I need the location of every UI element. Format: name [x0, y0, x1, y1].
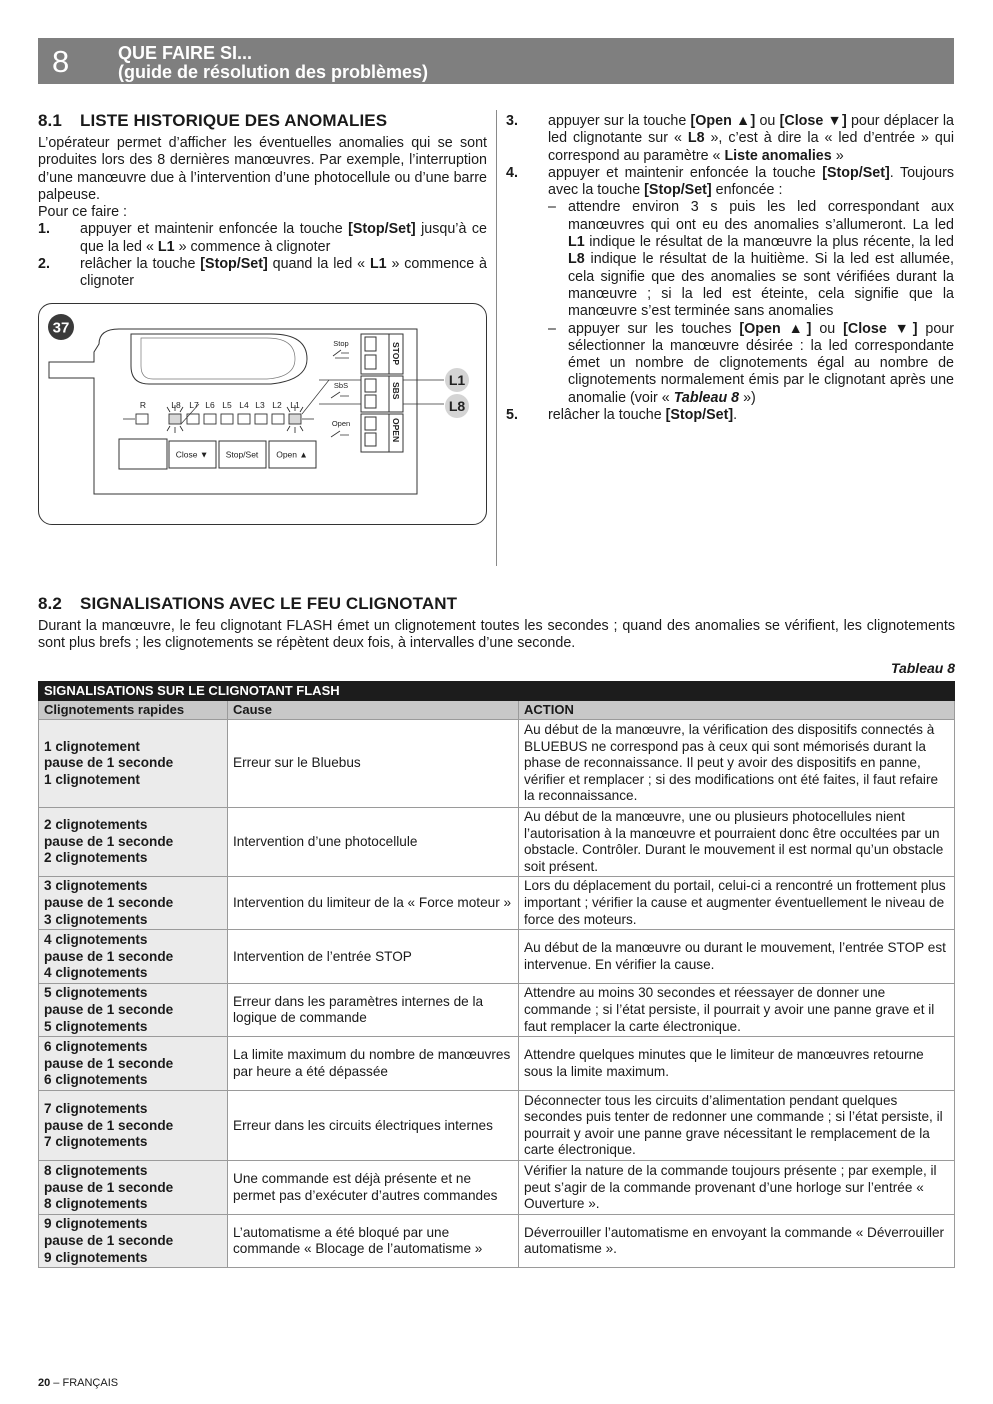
action-cell: Au début de la manœuvre, une ou plusieurs photocellules nient l’autorisation à la manœuvre et pourraient donc être occultées par un obstacle. Contrôler. Durant le mouvement il est normal qu’un obstacle soit présent.	[519, 808, 955, 877]
key-label: [Open ▲]	[739, 320, 812, 337]
cause-cell: Intervention du limiteur de la « Force moteur »	[228, 877, 519, 930]
cause-cell: Erreur dans les circuits électriques internes	[228, 1091, 519, 1161]
blink-pattern-line: 7 clignotements	[44, 1134, 148, 1150]
param-label: Liste anomalies	[724, 147, 832, 164]
led-label: L1	[157, 238, 175, 255]
step-number: 4.	[506, 164, 518, 181]
chapter-title	[118, 44, 428, 82]
action-cell: Lors du déplacement du portail, celui-ci a rencontré un frottement plus important ; vérifier la cause et augmenter éventuellement le niveau de force des moteurs.	[519, 877, 955, 930]
cause-cell: L’automatisme a été bloqué par une commande « Blocage de l’automatisme »	[228, 1215, 519, 1268]
blink-pattern-cell	[39, 1091, 228, 1161]
figure-37	[38, 303, 487, 525]
led-l6	[204, 414, 216, 424]
table-title: SIGNALISATIONS SUR LE CLIGNOTANT FLASH	[39, 682, 955, 701]
intro-paragraph: L’opérateur permet d’afficher les éventuelles anomalies qui se sont produites lors des 8 dernières manœuvres. Par exemple, l’interruption d’une manœuvre due à l’intervention d’une photocellule ou d’une barre palpeuse.	[38, 135, 487, 203]
step-text: » commence à clignoter	[174, 238, 331, 255]
close-button-label: Close ▼	[175, 449, 209, 460]
page-footer	[38, 1377, 118, 1389]
open-button-label: Open ▲	[276, 449, 308, 460]
column-header-action: ACTION	[519, 701, 955, 720]
led-label-l1: L1	[290, 400, 300, 410]
step-text: », c’est à dire la « led d’entrée » qui correspond au paramètre «	[548, 130, 954, 164]
cover-inner	[141, 338, 295, 379]
chapter-title-line2: (guide de résolution des problèmes)	[118, 62, 429, 82]
terminal-block-sbs: SBS	[391, 382, 401, 400]
step-number: 3.	[506, 113, 518, 129]
led-label-l4: L4	[239, 400, 249, 410]
key-label: [Open ▲]	[690, 113, 756, 129]
step-4-sub-2: – appuyer sur les touches [Open ▲] ou [Close ▼] pour sélectionner la manœuvre désirée : la led correspondante émet un nombre de clignotements égal au nombre de clignotements normalement émis par le clignotant après une anomalie (voir « Tableau 8 »)	[548, 320, 955, 406]
key-label: [Stop/Set]	[822, 164, 890, 181]
table-row	[39, 808, 955, 877]
blink-pattern-cell	[39, 984, 228, 1037]
blank-button	[119, 439, 167, 469]
step-text: »	[831, 147, 844, 164]
led-l2	[272, 414, 284, 424]
action-cell: Vérifier la nature de la commande toujours présente ; par exemple, il peut s’agir de la commande provenant d’une horloge sur l’entrée « Ouverture ».	[519, 1161, 955, 1215]
section-8-1-heading	[38, 111, 387, 131]
step-text: appuyer sur la touche	[548, 113, 691, 129]
blink-pattern-line: pause de 1 seconde	[44, 1233, 174, 1249]
led-l4	[238, 414, 250, 424]
led-labels	[140, 400, 300, 410]
chapter-header	[38, 38, 954, 84]
table-row	[39, 1161, 955, 1215]
sub-text: attendre environ 3 s puis les led correspondant aux manœuvres qui ont eu des anomalies s’allumeront. La led	[568, 199, 954, 233]
section-8-1-right-text	[506, 113, 954, 424]
blink-pattern-line: pause de 1 seconde	[44, 1055, 174, 1071]
chapter-title-line1: QUE FAIRE SI...	[118, 43, 253, 63]
section-8-2-heading	[38, 594, 457, 614]
blink-pattern-line: pause de 1 seconde	[44, 833, 174, 849]
table-row	[39, 720, 955, 808]
blink-pattern-line: 8 clignotements	[44, 1162, 148, 1178]
led-label-l7: L7	[189, 400, 199, 410]
chapter-number: 8	[52, 44, 70, 79]
blink-pattern-line: 9 clignotements	[44, 1249, 148, 1265]
table-row	[39, 984, 955, 1037]
blink-pattern-line: 3 clignotements	[44, 878, 148, 894]
stop-set-button-label: Stop/Set	[225, 449, 259, 460]
table-row	[39, 1091, 955, 1161]
key-label: [Stop/Set]	[200, 256, 268, 273]
blink-pattern-line: 4 clignotements	[44, 931, 148, 947]
action-cell: Déverrouiller l’automatisme en envoyant la commande « Déverrouiller automatisme ».	[519, 1215, 955, 1268]
sub-text: appuyer sur les touches	[568, 320, 740, 337]
step-number: 2.	[38, 256, 50, 273]
table-row	[39, 1215, 955, 1268]
led-row	[136, 414, 301, 424]
blink-pattern-line: pause de 1 seconde	[44, 948, 174, 964]
blink-pattern-line: 5 clignotements	[44, 985, 148, 1001]
step-text: quand la led «	[267, 256, 370, 273]
table-row	[39, 1037, 955, 1091]
page-number: 20	[38, 1377, 51, 1389]
step-text: .	[733, 407, 738, 424]
section-title: LISTE HISTORIQUE DES ANOMALIES	[80, 111, 388, 130]
callout-l8-label: L8	[448, 398, 466, 414]
key-label: [Stop/Set]	[348, 221, 416, 238]
step-number: 5.	[506, 407, 518, 424]
table-reference: Tableau 8	[890, 660, 955, 676]
terminal-block-stop: STOP	[391, 342, 401, 365]
step-text: pour déplacer la led clignotante sur «	[548, 113, 955, 147]
blink-pattern-cell	[39, 720, 228, 808]
key-label: [Stop/Set]	[665, 407, 734, 424]
sub-text: pour sélectionner la manœuvre désirée : la led correspondante émet un nombre de clignotements égal au nombre de clignotements normalement émis par le clignotant après une anomalie (voir «	[568, 320, 955, 406]
action-cell: Déconnecter tous les circuits d’alimentation pendant quelques secondes puis tenter de redonner une commande ; si l’état persiste, il pourrait y avoir une panne grave nécessitant le remplacement de la carte électronique.	[519, 1091, 955, 1161]
blink-pattern-line: 2 clignotements	[44, 850, 148, 866]
step-text: relâcher la touche	[548, 407, 666, 424]
cause-cell: La limite maximum du nombre de manœuvres par heure a été dépassée	[228, 1037, 519, 1091]
column-header-blinks: Clignotements rapides	[39, 701, 228, 720]
blink-pattern-cell	[39, 1161, 228, 1215]
action-cell: Au début de la manœuvre ou durant le mouvement, l’entrée STOP est intervenue. En vérifier la cause.	[519, 930, 955, 984]
blink-pattern-cell	[39, 1037, 228, 1091]
step-text: appuyer et maintenir enfoncée la touche	[548, 164, 823, 181]
step-3	[506, 113, 954, 165]
key-label: [Close ▼]	[843, 320, 918, 337]
action-cell: Attendre quelques minutes que le limiteur de manœuvres retourne sous la limite maximum.	[519, 1037, 955, 1091]
blink-pattern-cell	[39, 930, 228, 984]
led-label-l8: L8	[171, 400, 181, 410]
led-l1	[289, 414, 301, 424]
step-number: 1.	[38, 221, 50, 238]
section-8-2-text: Durant la manœuvre, le feu clignotant FLASH émet un clignotement toutes les secondes ; quand des anomalies se vérifient, les clignotements sont plus brefs ; les clignotements se répètent deux fois, à intervalles d’une seconde.	[38, 618, 955, 652]
section-title: SIGNALISATIONS AVEC LE FEU CLIGNOTANT	[80, 594, 458, 613]
step-text: ou	[755, 113, 780, 129]
table-row	[39, 877, 955, 930]
blink-pattern-cell	[39, 877, 228, 930]
cause-cell: Erreur sur le Bluebus	[228, 720, 519, 808]
column-header-cause: Cause	[228, 701, 519, 720]
blink-pattern-line: 1 clignotement	[44, 738, 140, 754]
callout-l1-label: L1	[448, 372, 466, 388]
blink-pattern-cell	[39, 808, 228, 877]
pour-ce-faire: Pour ce faire :	[38, 204, 127, 221]
step-text: jusqu’à ce que la led «	[80, 221, 487, 255]
led-label-l2: L2	[272, 400, 282, 410]
step-1	[38, 221, 487, 256]
led-l3	[255, 414, 267, 424]
cause-cell: Erreur dans les paramètres internes de la logique de commande	[228, 984, 519, 1037]
led-l5	[221, 414, 233, 424]
led-l8	[169, 414, 181, 424]
step-text: appuyer et maintenir enfoncée la touche	[80, 221, 349, 238]
blink-pattern-line: 6 clignotements	[44, 1038, 148, 1054]
action-cell: Attendre au moins 30 secondes et réessayer de donner une commande ; si l’état persiste, il pourrait y avoir une panne grave et il faut remplacer la carte électronique.	[519, 984, 955, 1037]
blink-pattern-line: 5 clignotements	[44, 1018, 148, 1034]
blink-pattern-line: pause de 1 seconde	[44, 1179, 174, 1195]
table-ref-inline: Tableau 8	[673, 389, 740, 406]
footer-separator: –	[50, 1377, 63, 1389]
blink-pattern-line: 4 clignotements	[44, 965, 148, 981]
terminal-label-stop: Stop	[333, 339, 349, 348]
terminal-label-open: Open	[331, 419, 351, 428]
table-row	[39, 930, 955, 984]
step-2	[38, 256, 487, 291]
led-label-l5: L5	[222, 400, 232, 410]
sub-text: ou	[811, 320, 844, 337]
step-4	[506, 165, 954, 407]
blink-pattern-line: 6 clignotements	[44, 1072, 148, 1088]
blink-pattern-line: pause de 1 seconde	[44, 895, 174, 911]
column-divider	[496, 110, 497, 566]
led-label-r: R	[139, 400, 147, 410]
led-label: L1	[369, 256, 387, 273]
led-r	[136, 414, 148, 424]
step-5	[506, 407, 954, 424]
section-number: 8.1	[38, 111, 62, 130]
blink-pattern-line: pause de 1 seconde	[44, 1002, 174, 1018]
blink-pattern-line: 8 clignotements	[44, 1196, 148, 1212]
step-4-sub-1: – attendre environ 3 s puis les led correspondant aux manœuvres qui ont eu des anomalies s’allumeront. La led L1 indique le résultat de la manœuvre la plus récente, la led L8 indique le résultat de la huitième. Si la led est allumée, cela signifie que des anomalies se sont vérifiées durant la manœuvre ; si la led est éteinte, cela signifie que la manœuvre s’est terminée sans anomalies	[548, 199, 954, 320]
led-label: L8	[687, 130, 705, 147]
section-number: 8.2	[38, 594, 62, 613]
terminal-label-sbs: SbS	[333, 381, 349, 390]
led-label-l6: L6	[205, 400, 215, 410]
blink-pattern-line: pause de 1 seconde	[44, 755, 174, 771]
blink-pattern-line: 2 clignotements	[44, 817, 148, 833]
footer-language: FRANÇAIS	[62, 1377, 119, 1389]
section-8-1-left-text	[38, 135, 487, 291]
led-label-l3: L3	[255, 400, 265, 410]
step-text: . Toujours avec la touche	[548, 164, 954, 199]
key-label: [Stop/Set]	[644, 182, 712, 199]
cause-cell: Intervention d’une photocellule	[228, 808, 519, 877]
sub-text: »)	[739, 389, 756, 406]
blink-pattern-line: pause de 1 seconde	[44, 1117, 174, 1133]
terminal-block-open: OPEN	[391, 418, 401, 443]
cause-cell: Intervention de l’entrée STOP	[228, 930, 519, 984]
step-text: » commence à clignoter	[80, 256, 488, 290]
led-label: L8	[568, 251, 585, 268]
blink-pattern-line: 1 clignotement	[44, 771, 140, 787]
key-label: [Close ▼]	[779, 113, 847, 129]
led-label: L1	[568, 234, 585, 251]
blink-pattern-line: 7 clignotements	[44, 1100, 148, 1116]
action-cell: Au début de la manœuvre, la vérification des dispositifs connectés à BLUEBUS ne correspond pas à ceux qui sont mémorisés durant la phase de reconnaissance. Il peut y avoir des dispositifs en panne, vérifier et remplacer ; si des modifications ont été faites, il faut refaire la reconnaissance.	[519, 720, 955, 808]
figure-number: 37	[52, 319, 70, 337]
step-text: enfoncée :	[711, 182, 783, 199]
sub-text: indique le résultat de la huitième. Si la led est allumée, cela signifie que des anomalies se sont vérifiées durant la manœuvre ; si la led est éteinte, cela signifie que la manœuvre s’est terminée sans anomalies	[568, 251, 954, 320]
control-board-illustration	[39, 304, 488, 526]
flash-signals-table	[38, 681, 955, 1268]
step-text: relâcher la touche	[80, 256, 201, 273]
blink-pattern-line: 3 clignotements	[44, 911, 148, 927]
cause-cell: Une commande est déjà présente et ne permet pas d’exécuter d’autres commandes	[228, 1161, 519, 1215]
sub-text: indique le résultat de la manœuvre la plus récente, la led	[584, 234, 954, 251]
blink-pattern-line: 9 clignotements	[44, 1216, 148, 1232]
blink-pattern-cell	[39, 1215, 228, 1268]
